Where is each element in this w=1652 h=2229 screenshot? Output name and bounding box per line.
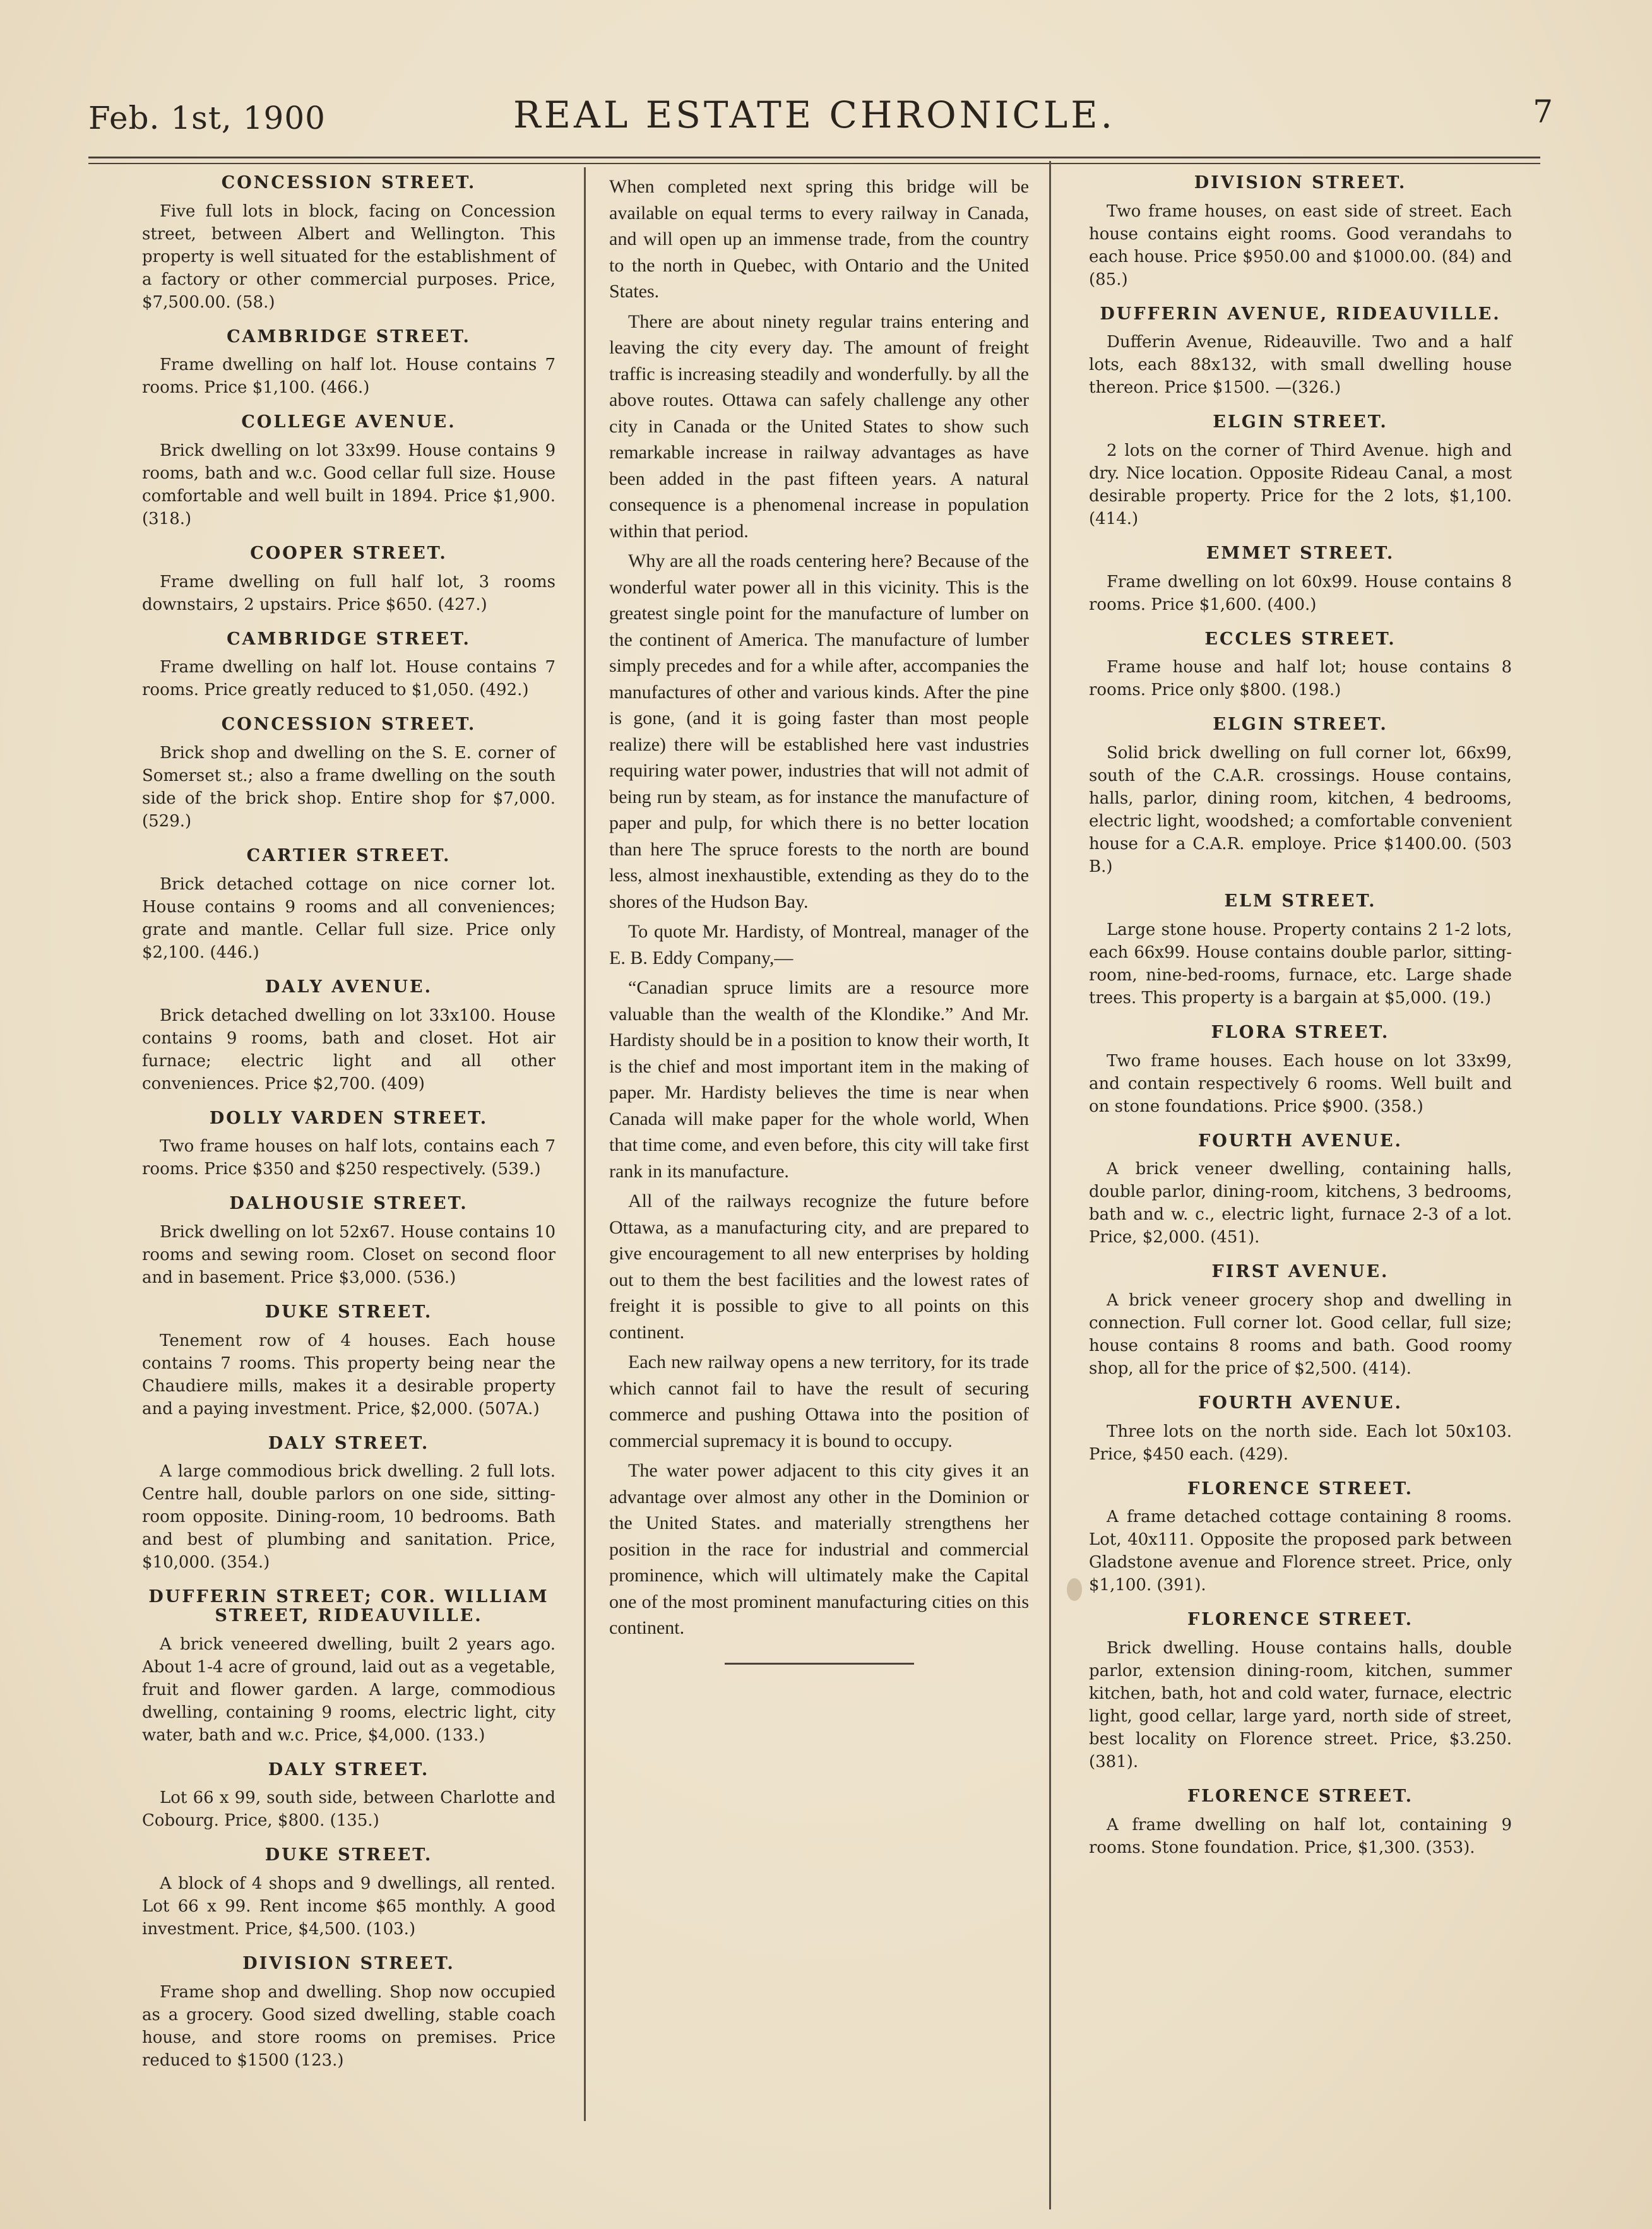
property-listing [1089, 1394, 1512, 1466]
property-listing [1089, 715, 1512, 878]
property-listing [142, 544, 556, 616]
column-divider-right [1049, 161, 1051, 2209]
listing-text: Dufferin Avenue, Rideauville. Two and a half lots, each 88x132, with small dwelling house thereon. Price $1500. —(326.) [1089, 333, 1512, 398]
property-listing [142, 847, 556, 964]
article-column [609, 174, 1029, 1665]
property-listing [1089, 630, 1512, 702]
property-listing [142, 1761, 556, 1833]
street-heading: DUFFERIN STREET; COR. WILLIAM STREET, RIDEAUVILLE. [148, 1587, 549, 1626]
listing-text: A block of 4 shops and 9 dwellings, all rented. Lot 66 x 99. Rent income $65 monthly. A good investment. Price, $4,500. (103.) [142, 1874, 556, 1939]
property-listing [142, 1303, 556, 1420]
listing-text: Frame shop and dwelling. Shop now occupied as a grocery. Good sized dwelling, stable coach house, and store rooms on premises. Price reduced to $1500 (123.) [142, 1982, 556, 2070]
column-divider-left [584, 167, 586, 2121]
article-paragraph: To quote Mr. Hardisty, of Montreal, manager of the E. B. Eddy Company,— [609, 921, 1029, 968]
property-listing [142, 1109, 556, 1181]
property-listing [142, 1588, 556, 1746]
listing-text: Frame dwelling on full half lot, 3 rooms downstairs, 2 upstairs. Price $650. (427.) [142, 572, 556, 614]
street-heading: DOLLY VARDEN STREET. [209, 1108, 489, 1128]
property-listing [1089, 1132, 1512, 1249]
street-heading: FLORENCE STREET. [1187, 1786, 1414, 1806]
listing-text: Frame house and half lot; house contains 8 rooms. Price only $800. (198.) [1089, 658, 1512, 700]
street-heading: CONCESSION STREET. [221, 173, 477, 193]
listing-text: Brick detached cottage on nice corner lot. House contains 9 rooms and all conveniences; grate and mantle. Cellar full size. Price only $2,100. (446.) [142, 874, 556, 962]
street-heading: FLORENCE STREET. [1187, 1610, 1414, 1630]
listing-text: Frame dwelling on half lot. House contains 7 rooms. Price greatly reduced to $1,050. (492.) [142, 658, 556, 700]
page-number: 7 [1533, 93, 1553, 130]
property-listing [142, 1434, 556, 1574]
article-paragraph: Each new railway opens a new territory, for its trade which cannot fail to have the result of securing commerce and pushing Ottawa into the position of commercial supremacy it is bound to occupy. [609, 1352, 1029, 1451]
street-heading: ECCLES STREET. [1204, 629, 1396, 649]
article-end-rule [725, 1663, 914, 1665]
street-heading: FOURTH AVENUE. [1198, 1131, 1403, 1151]
property-listing [142, 715, 556, 833]
listing-text: 2 lots on the corner of Third Avenue. high and dry. Nice location. Opposite Rideau Canal, a most desirable property. Price for the 2 lots, $1,100. (414.) [1089, 441, 1512, 529]
listing-text: A brick veneer dwelling, containing halls, double parlor, dining-room, kitchens, 3 bedrooms, bath and w. c., electric light, furnace 2-3 of a lot. Price, $2,000. (451). [1089, 1160, 1512, 1247]
article-paragraph: Why are all the roads centering here? Because of the wonderful water power all in this vicinity. This is the greatest single point for the manufacture of lumber on the continent of America. The manufacture of lumber simply precedes and for a while after, accompanies the manufactures of other and various kinds. After the pine is gone, (and it is going faster than most people realize) there will be established here vast industries requiring water power, industries that will not admit of being run by steam, as for instance the manufacture of paper and pulp, for which there is no better location than here The spruce forests to the north are bound less, almost inexhaustible, extending as they do to the shores of the Hudson Bay. [609, 550, 1029, 912]
header-rule-double [88, 163, 1540, 164]
listing-text: Three lots on the north side. Each lot 50x103. Price, $450 each. (429). [1089, 1422, 1512, 1464]
listing-text: Frame dwelling on lot 60x99. House contains 8 rooms. Price $1,600. (400.) [1089, 572, 1512, 614]
street-heading: FOURTH AVENUE. [1198, 1393, 1403, 1413]
property-listing [1089, 174, 1512, 291]
listing-text: A frame dwelling on half lot, containing 9 rooms. Stone foundation. Price, $1,300. (353). [1089, 1815, 1512, 1857]
listing-text: Two frame houses on half lots, contains each 7 rooms. Price $350 and $250 respectively. (539.) [142, 1137, 556, 1179]
listings-column-right [1089, 174, 1512, 1873]
property-listing [142, 1194, 556, 1289]
street-heading: FLORA STREET. [1211, 1022, 1390, 1042]
publication-title: REAL ESTATE CHRONICLE. [513, 93, 1116, 136]
street-heading: EMMET STREET. [1206, 544, 1395, 564]
property-listing [1089, 305, 1512, 400]
listing-text: A frame detached cottage containing 8 rooms. Lot, 40x111. Opposite the proposed park between Gladstone avenue and Florence street. Price, only $1,100. (391). [1089, 1507, 1512, 1595]
listing-text: Brick shop and dwelling on the S. E. corner of Somerset st.; also a frame dwelling on the south side of the brick shop. Entire shop for $7,000. (529.) [142, 744, 556, 831]
street-heading: FLORENCE STREET. [1187, 1478, 1414, 1499]
street-heading: CONCESSION STREET. [221, 715, 477, 735]
street-heading: DUKE STREET. [264, 1302, 433, 1322]
property-listing [1089, 413, 1512, 530]
article-paragraph: The water power adjacent to this city gives it an advantage over almost any other in the Dominion or the United States. and materially strengthens her position in the race for industrial and commercial prominence, which will ultimately make the Capital one of the most prominent manufacturing cities on this continent. [609, 1460, 1029, 1638]
property-listing [142, 328, 556, 400]
listing-text: Solid brick dwelling on full corner lot, 66x99, south of the C.A.R. crossings. House contains, halls, parlor, dining room, kitchen, 4 bedrooms, electric light, woodshed; a comfortable convenient house for a C.A.R. employe. Price $1400.00. (503 B.) [1089, 744, 1512, 877]
listing-text: A brick veneer grocery shop and dwelling in connection. Full corner lot. Good cellar, full size; house contains 8 rooms and bath. Good roomy shop, all for the price of $2,500. (414). [1089, 1290, 1512, 1378]
listing-text: A large commodious brick dwelling. 2 full lots. Centre hall, double parlors on one side, sitting-room opposite. Dining-room, 10 bedrooms. Bath and best of plumbing and sanitation. Price, $10,000. (354.) [142, 1462, 556, 1572]
street-heading: DALY STREET. [268, 1433, 430, 1453]
listing-text: Frame dwelling on half lot. House contains 7 rooms. Price $1,100. (466.) [142, 355, 556, 398]
street-heading: DIVISION STREET. [242, 1954, 455, 1973]
street-heading: COOPER STREET. [250, 544, 448, 564]
listing-text: Five full lots in block, facing on Concession street, between Albert and Wellington. This property is well situated for the establishment of a factory or other commercial purposes. Price, $7,500.00. (58.) [142, 201, 556, 312]
property-listing [1089, 1023, 1512, 1118]
listing-text: Brick detached dwelling on lot 33x100. House contains 9 rooms, bath and closet. Hot air furnace; electric light and all other conveniences. Price $2,700. (409) [142, 1006, 556, 1093]
street-heading: CARTIER STREET. [246, 846, 451, 866]
listing-text: Brick dwelling on lot 33x99. House contains 9 rooms, bath and w.c. Good cellar full size. House comfortable and well built in 1894. Price $1,900. (318.) [142, 441, 556, 529]
street-heading: DIVISION STREET. [1194, 173, 1407, 193]
article-paragraph: There are about ninety regular trains entering and leaving the city every day. The amount of freight traffic is increasing steadily and wonderfully. by all the above routes. Ottawa can safely challenge any other city in Canada or the United States to show such remarkable increase in railway advantages as have been added in the past fifteen years. A natural consequence is a phenomenal increase in population within that period. [609, 311, 1029, 542]
paper-stain [1067, 1578, 1082, 1601]
street-heading: FIRST AVENUE. [1211, 1262, 1389, 1282]
street-heading: CAMBRIDGE STREET. [227, 326, 471, 347]
street-heading: DUFFERIN AVENUE, RIDEAUVILLE. [1100, 304, 1501, 324]
property-listing [1089, 1610, 1512, 1773]
property-listing [1089, 1263, 1512, 1380]
page-header [88, 88, 1553, 145]
street-heading: ELGIN STREET. [1213, 412, 1388, 432]
property-listing [142, 413, 556, 530]
listing-text: Lot 66 x 99, south side, between Charlotte and Cobourg. Price, $800. (135.) [142, 1788, 556, 1831]
listing-text: A brick veneered dwelling, built 2 years ago. About 1-4 acre of ground, laid out as a vegetable, fruit and flower garden. A large, commodious dwelling, containing 9 rooms, electric light, city water, bath and w.c. Price, $4,000. (133.) [142, 1634, 556, 1745]
street-heading: DALY STREET. [268, 1759, 430, 1780]
street-heading: DALY AVENUE. [264, 977, 432, 997]
listing-text: Tenement row of 4 houses. Each house contains 7 rooms. This property being near the Chaudiere mills, makes it a desirable property and a paying investment. Price, $2,000. (507A.) [142, 1331, 556, 1418]
street-heading: DUKE STREET. [264, 1845, 433, 1865]
property-listing [142, 1846, 556, 1941]
listing-text: Large stone house. Property contains 2 1-2 lots, each 66x99. House contains double parlor, sitting-room, nine-bed-rooms, furnace, etc. Large shade trees. This property is a bargain at $5,000. (19.) [1089, 920, 1512, 1008]
property-listing [142, 1954, 556, 2072]
article-paragraph: “Canadian spruce limits are a resource more valuable than the wealth of the Klondike.” And Mr. Hardisty should be in a position to know their worth, It is the chief and most important item in the making of paper. Mr. Hardisty believes the time is near when Canada will make paper for the whole world, When that time come, and even before, this city will take first rank in its manufacture. [609, 977, 1029, 1182]
property-listing [142, 978, 556, 1095]
property-listing [1089, 1787, 1512, 1859]
listing-text: Two frame houses. Each house on lot 33x99, and contain respectively 6 rooms. Well built and on stone foundations. Price $900. (358.) [1089, 1051, 1512, 1116]
property-listing [1089, 544, 1512, 616]
issue-date: Feb. 1st, 1900 [88, 100, 326, 136]
header-rule [88, 157, 1540, 158]
street-heading: ELGIN STREET. [1213, 715, 1388, 735]
property-listing [1089, 892, 1512, 1009]
street-heading: ELM STREET. [1224, 891, 1377, 912]
listing-text: Brick dwelling. House contains halls, double parlor, extension dining-room, kitchen, summer kitchen, bath, hot and cold water, furnace, electric light, good cellar, large yard, north side of street, best locality on Florence street. Price, $3.250. (381). [1089, 1638, 1512, 1771]
property-listing [142, 174, 556, 314]
listings-column-left [142, 174, 556, 2086]
article-paragraph: All of the railways recognize the future before Ottawa, as a manufacturing city, and are prepared to give encouragement to all new enterprises by holding out to them the best facilities and the lowest rates of freight it is possible to give to all points on this continent. [609, 1191, 1029, 1343]
property-listing [1089, 1480, 1512, 1597]
listing-text: Brick dwelling on lot 52x67. House contains 10 rooms and sewing room. Closet on second floor and in basement. Price $3,000. (536.) [142, 1222, 556, 1287]
listing-text: Two frame houses, on east side of street. Each house contains eight rooms. Good verandahs to each house. Price $950.00 and $1000.00. (84) and (85.) [1089, 201, 1512, 289]
property-listing [142, 630, 556, 702]
street-heading: CAMBRIDGE STREET. [227, 629, 471, 649]
article-paragraph: When completed next spring this bridge will be available on equal terms to every railway in Canada, and will open up an immense trade, from the country to the north in Quebec, with Ontario and the United States. [609, 176, 1029, 302]
street-heading: DALHOUSIE STREET. [229, 1194, 468, 1214]
street-heading: COLLEGE AVENUE. [241, 412, 456, 432]
